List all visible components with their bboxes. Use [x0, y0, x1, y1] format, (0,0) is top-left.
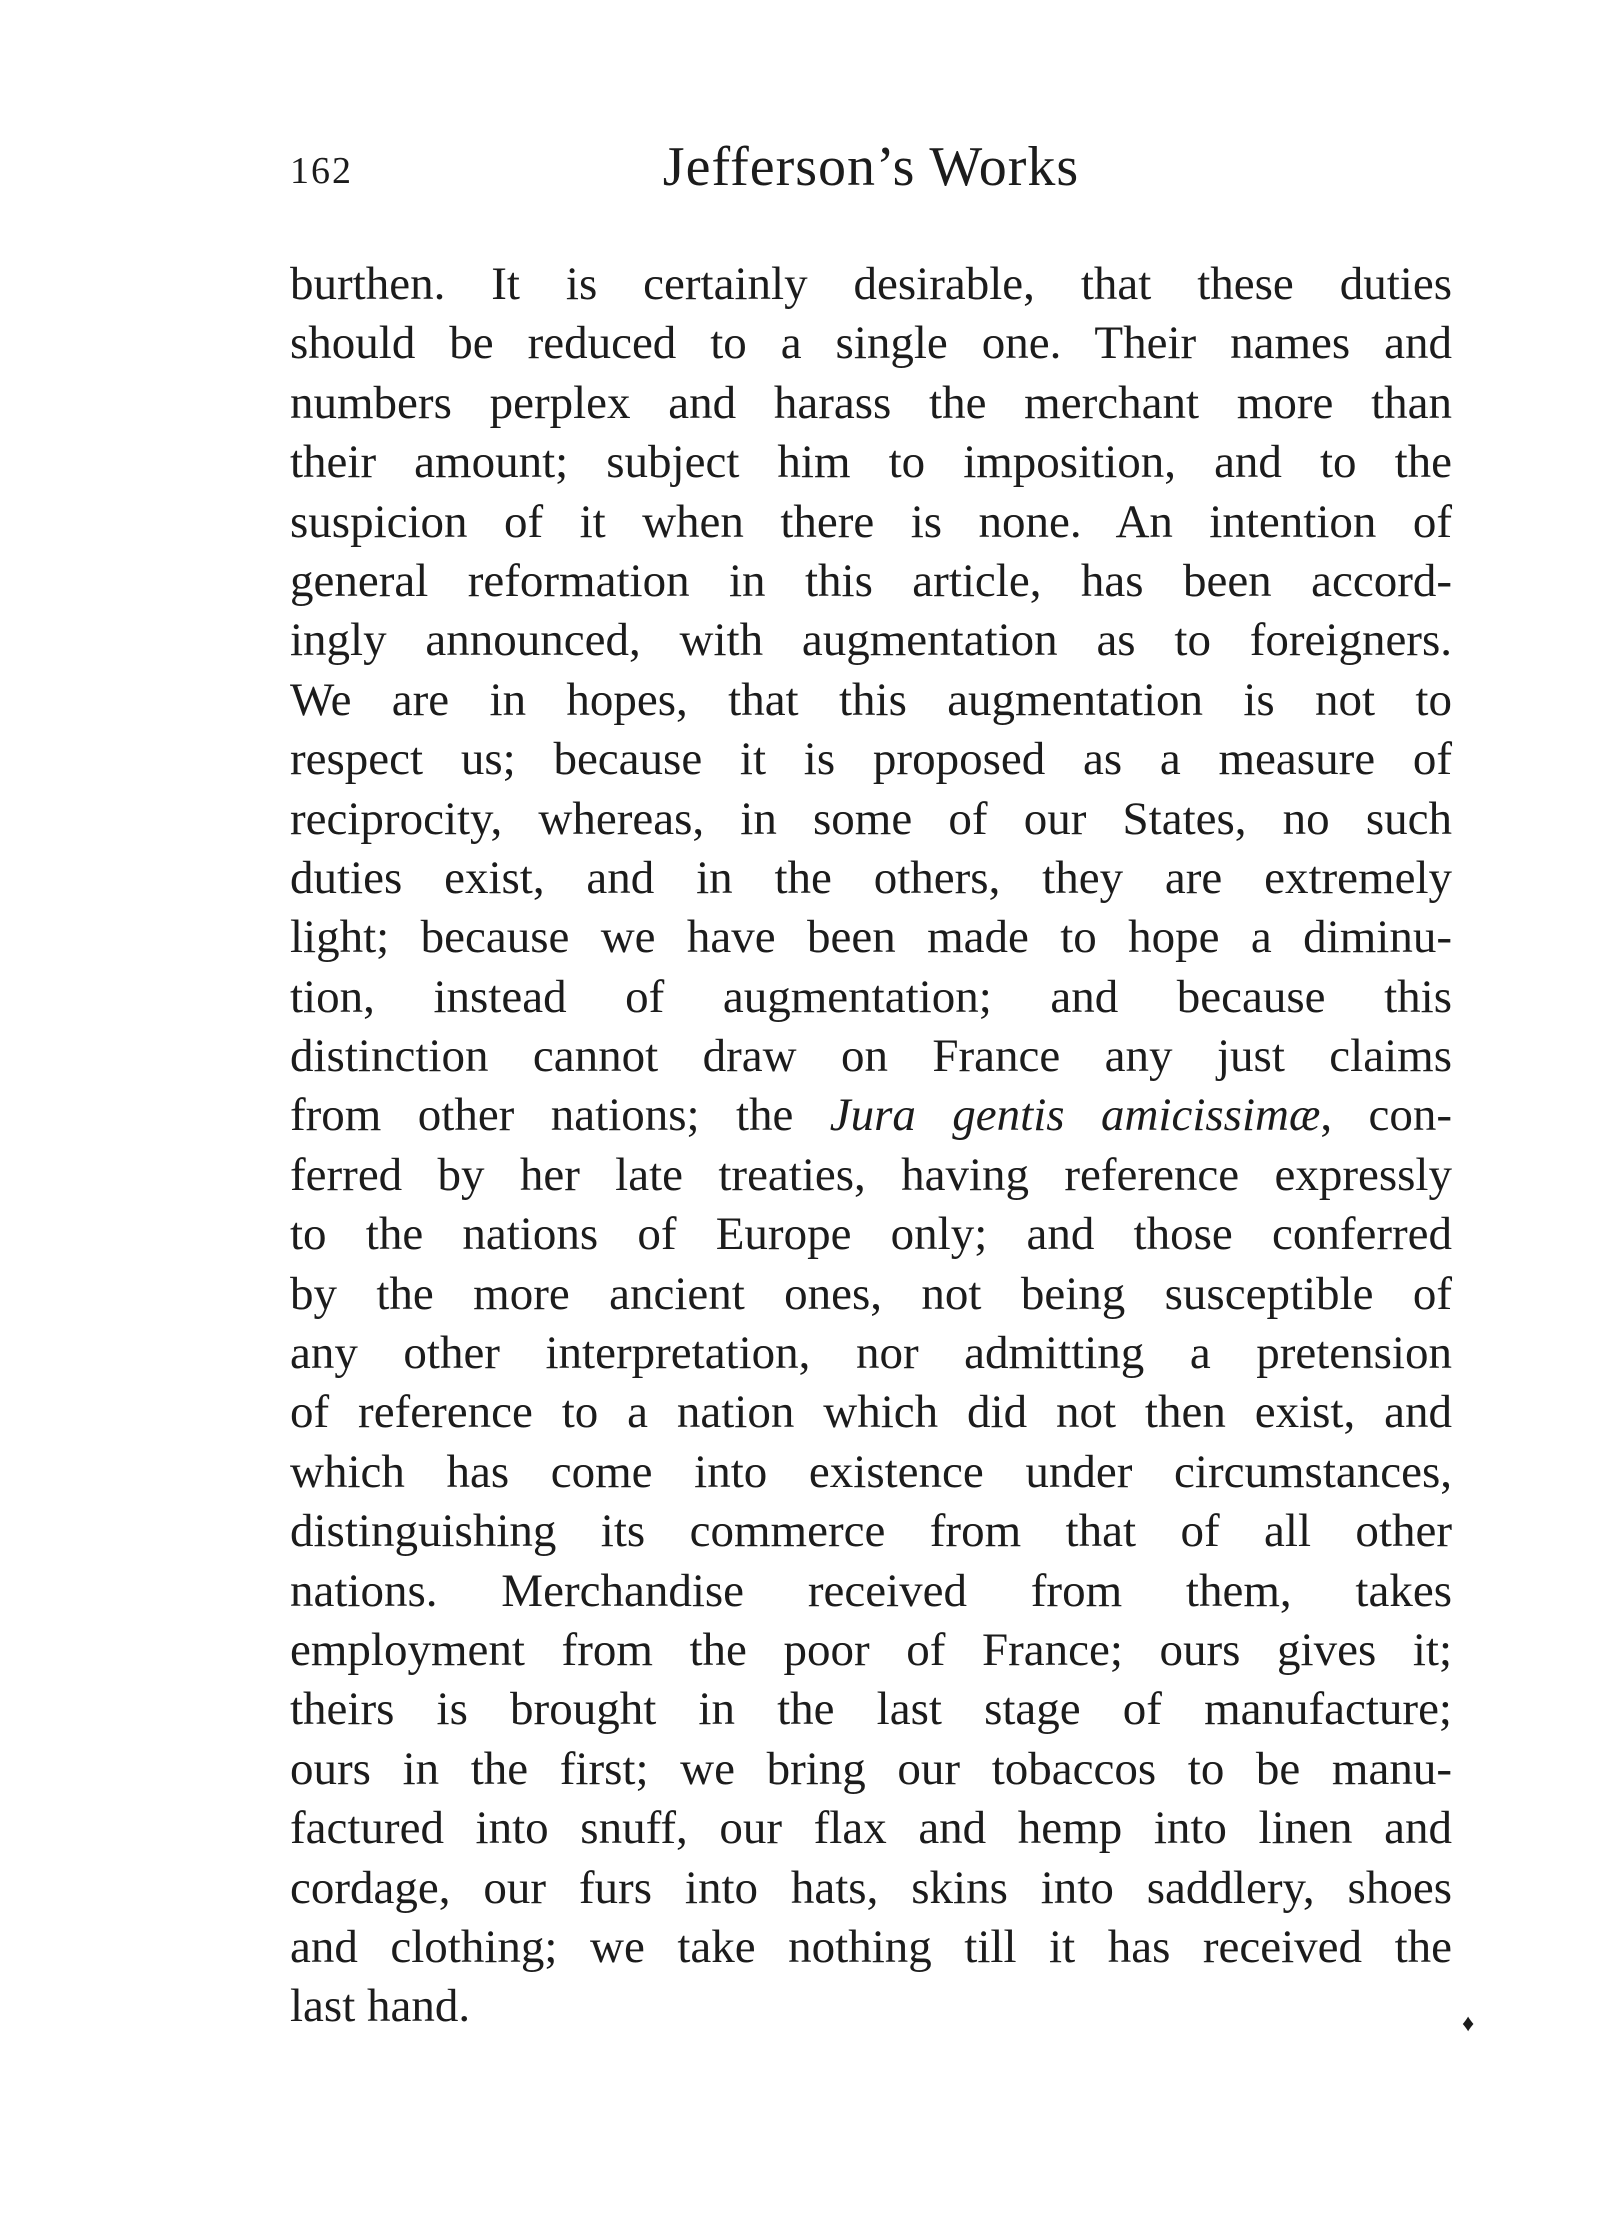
text-line-12: light; because we have been made to hope a diminu- — [290, 911, 1452, 964]
text-line-6: general reformation in this article, has been accord- — [290, 554, 1452, 607]
text-line-8: We are in hopes, that this augmentation is not to — [290, 673, 1452, 726]
running-head — [290, 135, 1452, 215]
text-line-23: nations. Merchandise received from them, takes — [290, 1564, 1452, 1617]
text-line-30: last hand. — [290, 1980, 471, 2033]
text-line-19: any other interpretation, nor admitting a pretension — [290, 1327, 1452, 1380]
text-line-9: respect us; because it is proposed as a measure of — [290, 733, 1452, 786]
text-line-15 — [290, 1086, 1452, 1145]
text-line-27: factured into snuff, our flax and hemp into linen and — [290, 1802, 1452, 1855]
text-line-1: burthen. It is certainly desirable, that these duties — [290, 258, 1452, 310]
text-line-29: and clothing; we take nothing till it has received the — [290, 1920, 1452, 1973]
text-line-15-end: , con- — [1320, 1089, 1452, 1142]
text-line-17: to the nations of Europe only; and those conferred — [290, 1208, 1452, 1261]
book-title: Jefferson’s Works — [662, 136, 1080, 198]
text-line-22: distinguishing its commerce from that of all other — [290, 1505, 1452, 1558]
text-line-13: tion, instead of augmentation; and because this — [290, 970, 1452, 1023]
text-line-15-start: from other nations; the — [290, 1089, 830, 1142]
page-number: 162 — [290, 150, 353, 192]
text-line-11: duties exist, and in the others, they are extremely — [290, 851, 1452, 904]
text-line-20: of reference to a nation which did not then exist, and — [290, 1386, 1452, 1439]
text-line-28: cordage, our furs into hats, skins into saddlery, shoes — [290, 1861, 1452, 1914]
ornament-mark: ♦ — [1462, 2011, 1475, 2037]
text-line-21: which has come into existence under circumstances, — [290, 1445, 1452, 1498]
text-line-25: theirs is brought in the last stage of manufacture; — [290, 1683, 1452, 1736]
text-line-5: suspicion of it when there is none. An intention of — [290, 495, 1452, 548]
latin-phrase: Jura gentis amicissimæ — [829, 1089, 1321, 1142]
text-line-3: numbers perplex and harass the merchant more than — [290, 376, 1452, 429]
text-line-24: employment from the poor of France; ours gives it; — [290, 1623, 1452, 1676]
text-line-26: ours in the first; we bring our tobaccos to be manu- — [290, 1742, 1452, 1795]
text-line-7: ingly announced, with augmentation as to foreigners. — [290, 614, 1452, 667]
text-line-16: ferred by her late treaties, having reference expressly — [290, 1148, 1452, 1201]
text-line-14: distinction cannot draw on France any just claims — [290, 1030, 1452, 1083]
text-line-18: by the more ancient ones, not being susceptible of — [290, 1267, 1452, 1320]
text-line-2: should be reduced to a single one. Their names and — [290, 317, 1452, 370]
body-text — [290, 255, 1452, 2037]
text-line-4: their amount; subject him to imposition, and to the — [290, 436, 1452, 489]
text-line-10: reciprocity, whereas, in some of our States, no such — [290, 792, 1452, 845]
